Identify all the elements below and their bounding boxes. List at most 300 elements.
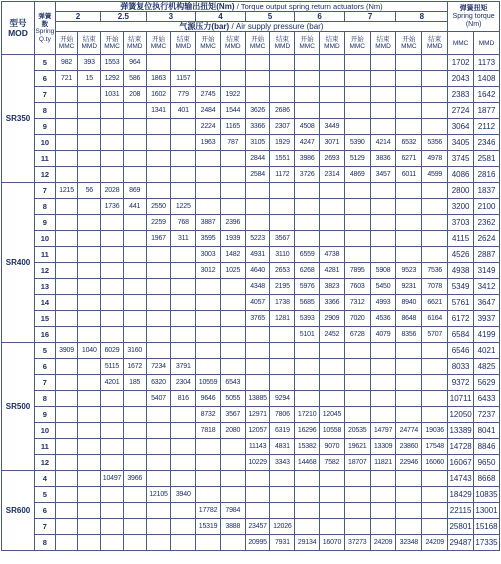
torque-value-cell <box>55 215 78 231</box>
torque-value-cell <box>78 471 101 487</box>
torque-value-cell <box>344 407 370 423</box>
torque-value-cell: 1225 <box>171 199 196 215</box>
torque-value-cell: 964 <box>123 55 146 71</box>
spring-torque-cell: 2112 <box>474 119 500 135</box>
torque-value-cell <box>344 247 370 263</box>
torque-value-cell <box>370 55 396 71</box>
torque-value-cell: 787 <box>220 135 245 151</box>
spring-torque-cell: 6172 <box>448 311 474 327</box>
start-header-cn: 开始 <box>251 36 265 43</box>
torque-value-cell: 7984 <box>220 503 245 519</box>
end-header-cn: 结束 <box>82 36 96 43</box>
torque-value-cell <box>295 359 320 375</box>
torque-value-cell: 1544 <box>220 103 245 119</box>
torque-value-cell: 1553 <box>101 55 124 71</box>
torque-value-cell <box>396 119 422 135</box>
torque-value-cell <box>171 471 196 487</box>
end-header-cn: 结束 <box>128 36 142 43</box>
torque-value-cell <box>196 487 221 503</box>
torque-value-cell <box>55 263 78 279</box>
torque-value-cell <box>146 407 171 423</box>
torque-value-cell: 4599 <box>422 167 448 183</box>
spring-qty-cell: 5 <box>35 487 56 503</box>
end-header-cn: 结束 <box>376 36 390 43</box>
torque-value-cell <box>370 471 396 487</box>
spring-qty-cell: 11 <box>35 151 56 167</box>
end-header-cn: 结束 <box>428 36 442 43</box>
torque-value-cell <box>146 311 171 327</box>
torque-value-cell: 3567 <box>270 231 295 247</box>
spring-torque-cell: 10835 <box>474 487 500 503</box>
torque-value-cell: 6728 <box>344 327 370 343</box>
spring-qty-cell: 7 <box>35 375 56 391</box>
torque-value-cell: 5976 <box>295 279 320 295</box>
torque-value-cell: 1031 <box>101 87 124 103</box>
torque-value-cell <box>196 295 221 311</box>
torque-value-cell: 5685 <box>295 295 320 311</box>
torque-value-cell <box>396 247 422 263</box>
torque-value-cell: 393 <box>78 55 101 71</box>
torque-value-cell: 7582 <box>320 455 345 471</box>
torque-value-cell <box>422 391 448 407</box>
spring-torque-cell: 18429 <box>448 487 474 503</box>
torque-value-cell <box>320 183 345 199</box>
torque-value-cell <box>196 359 221 375</box>
torque-value-cell: 20535 <box>344 423 370 439</box>
table-row <box>2 199 500 215</box>
spring-qty-cell: 14 <box>35 295 56 311</box>
torque-value-cell: 3343 <box>270 455 295 471</box>
torque-value-cell <box>171 343 196 359</box>
torque-value-cell <box>101 407 124 423</box>
table-title-cn: 弹簧复位执行机构输出扭矩(Nm) <box>120 2 235 11</box>
torque-value-cell <box>101 215 124 231</box>
torque-value-cell <box>171 183 196 199</box>
spring-torque-header-en: Spring torque (Nm) <box>452 12 495 28</box>
torque-value-cell: 4281 <box>320 263 345 279</box>
torque-value-cell <box>123 535 146 551</box>
torque-value-cell: 2028 <box>101 183 124 199</box>
torque-value-cell <box>295 87 320 103</box>
spring-torque-header <box>448 2 500 32</box>
torque-value-cell: 6268 <box>295 263 320 279</box>
torque-value-cell <box>78 263 101 279</box>
torque-value-cell <box>101 519 124 535</box>
torque-value-cell <box>196 71 221 87</box>
torque-value-cell: 6621 <box>422 295 448 311</box>
torque-value-cell <box>123 247 146 263</box>
torque-value-cell <box>146 247 171 263</box>
torque-value-cell <box>101 167 124 183</box>
torque-value-cell <box>370 407 396 423</box>
table-row <box>2 391 500 407</box>
torque-value-cell: 1863 <box>146 71 171 87</box>
end-column-header <box>422 32 448 55</box>
pressure-header: 2 <box>55 12 100 22</box>
pressure-header: 2.5 <box>101 12 146 22</box>
torque-value-cell <box>344 215 370 231</box>
torque-value-cell <box>123 391 146 407</box>
torque-value-cell <box>344 71 370 87</box>
torque-value-cell <box>146 55 171 71</box>
torque-value-cell <box>295 487 320 503</box>
torque-value-cell <box>123 407 146 423</box>
torque-value-cell <box>220 471 245 487</box>
torque-value-cell <box>196 167 221 183</box>
pressure-header: 7 <box>344 12 396 22</box>
spring-torque-cell: 13389 <box>448 423 474 439</box>
torque-value-cell <box>370 391 396 407</box>
spring-torque-cell: 2624 <box>474 231 500 247</box>
torque-value-cell: 12045 <box>320 407 345 423</box>
spring-torque-cell: 6584 <box>448 327 474 343</box>
torque-value-cell <box>422 215 448 231</box>
torque-value-cell <box>370 487 396 503</box>
torque-value-cell: 4247 <box>295 135 320 151</box>
torque-value-cell: 2396 <box>220 215 245 231</box>
end-header-en: MMD <box>225 43 241 50</box>
spring-torque-cell: 29487 <box>448 535 474 551</box>
torque-value-cell <box>171 55 196 71</box>
torque-value-cell: 10558 <box>320 423 345 439</box>
torque-value-cell <box>123 103 146 119</box>
torque-value-cell: 869 <box>123 183 146 199</box>
torque-value-cell <box>370 247 396 263</box>
torque-value-cell <box>123 327 146 343</box>
torque-value-cell <box>344 119 370 135</box>
torque-value-cell <box>422 375 448 391</box>
end-column-header <box>220 32 245 55</box>
torque-value-cell: 1602 <box>146 87 171 103</box>
torque-value-cell <box>320 231 345 247</box>
torque-value-cell <box>370 343 396 359</box>
torque-value-cell <box>320 87 345 103</box>
torque-value-cell <box>171 119 196 135</box>
torque-value-cell <box>396 199 422 215</box>
torque-value-cell <box>220 279 245 295</box>
torque-value-cell <box>422 359 448 375</box>
spring-qty-cell: 5 <box>35 343 56 359</box>
torque-value-cell <box>123 503 146 519</box>
spring-torque-cell: 2100 <box>474 199 500 215</box>
torque-value-cell <box>146 327 171 343</box>
torque-value-cell <box>396 343 422 359</box>
torque-value-cell: 401 <box>171 103 196 119</box>
spring-torque-cell: 9372 <box>448 375 474 391</box>
torque-value-cell <box>320 471 345 487</box>
torque-value-cell: 586 <box>123 71 146 87</box>
pressure-header: 6 <box>295 12 345 22</box>
torque-value-cell <box>55 487 78 503</box>
torque-value-cell <box>55 103 78 119</box>
torque-value-cell: 15319 <box>196 519 221 535</box>
spring-torque-cell: 3405 <box>448 135 474 151</box>
torque-value-cell: 3595 <box>196 231 221 247</box>
torque-value-cell <box>146 151 171 167</box>
torque-value-cell: 13309 <box>370 439 396 455</box>
torque-value-cell <box>422 103 448 119</box>
start-header-cn: 开始 <box>105 36 119 43</box>
torque-value-cell: 2484 <box>196 103 221 119</box>
torque-value-cell: 7895 <box>344 263 370 279</box>
spring-torque-cell: 3745 <box>448 151 474 167</box>
torque-value-cell: 7603 <box>344 279 370 295</box>
torque-value-cell: 4831 <box>270 439 295 455</box>
torque-value-cell <box>422 71 448 87</box>
start-column-header <box>146 32 171 55</box>
torque-value-cell <box>370 375 396 391</box>
torque-value-cell: 721 <box>55 71 78 87</box>
torque-value-cell <box>196 55 221 71</box>
torque-value-cell <box>123 487 146 503</box>
torque-value-cell <box>320 55 345 71</box>
torque-value-cell <box>101 439 124 455</box>
torque-value-cell: 3791 <box>171 359 196 375</box>
torque-value-cell <box>370 87 396 103</box>
pressure-row <box>2 12 500 22</box>
torque-value-cell: 1939 <box>220 231 245 247</box>
spring-torque-cell: 1408 <box>474 71 500 87</box>
torque-value-cell <box>55 311 78 327</box>
spring-qty-cell: 8 <box>35 391 56 407</box>
table-row <box>2 295 500 311</box>
torque-value-cell <box>55 151 78 167</box>
spring-torque-cell: 2887 <box>474 247 500 263</box>
torque-value-cell: 1736 <box>101 199 124 215</box>
torque-value-cell <box>171 535 196 551</box>
torque-value-cell <box>344 487 370 503</box>
torque-value-cell <box>55 199 78 215</box>
torque-value-cell <box>422 487 448 503</box>
torque-value-cell: 5707 <box>422 327 448 343</box>
spring-torque-cell: 3647 <box>474 295 500 311</box>
torque-value-cell <box>295 503 320 519</box>
spring-qty-cell: 12 <box>35 263 56 279</box>
spring-qty-cell: 10 <box>35 135 56 151</box>
torque-value-cell: 2304 <box>171 375 196 391</box>
torque-value-cell <box>220 167 245 183</box>
torque-value-cell <box>396 183 422 199</box>
torque-value-cell: 11143 <box>245 439 270 455</box>
table-row <box>2 359 500 375</box>
torque-value-cell: 23457 <box>245 519 270 535</box>
torque-value-cell: 7536 <box>422 263 448 279</box>
table-row <box>2 487 500 503</box>
torque-value-cell <box>101 423 124 439</box>
torque-value-cell: 3449 <box>320 119 345 135</box>
torque-value-cell: 16070 <box>320 535 345 551</box>
spring-torque-cell: 2346 <box>474 135 500 151</box>
table-row <box>2 503 500 519</box>
torque-value-cell <box>370 199 396 215</box>
torque-value-cell <box>78 327 101 343</box>
torque-value-cell <box>220 327 245 343</box>
torque-value-cell <box>78 359 101 375</box>
torque-value-cell <box>171 247 196 263</box>
torque-value-cell: 2550 <box>146 199 171 215</box>
torque-value-cell: 5393 <box>295 311 320 327</box>
torque-value-cell: 1967 <box>146 231 171 247</box>
table-body <box>2 55 500 551</box>
spring-qty-cell: 7 <box>35 183 56 199</box>
spring-torque-cell: 13001 <box>474 503 500 519</box>
torque-value-cell <box>78 407 101 423</box>
spring-torque-cell: 5761 <box>448 295 474 311</box>
torque-value-cell: 24774 <box>396 423 422 439</box>
torque-value-cell <box>101 535 124 551</box>
spring-torque-cell: 12050 <box>448 407 474 423</box>
torque-value-cell <box>101 391 124 407</box>
torque-value-cell <box>101 295 124 311</box>
torque-value-cell: 6319 <box>270 423 295 439</box>
table-row <box>2 455 500 471</box>
torque-value-cell <box>422 343 448 359</box>
torque-value-cell <box>171 423 196 439</box>
spring-torque-cell: 25801 <box>448 519 474 535</box>
torque-value-cell <box>320 215 345 231</box>
spring-qty-cell: 8 <box>35 535 56 551</box>
torque-value-cell <box>344 471 370 487</box>
torque-value-cell: 9646 <box>196 391 221 407</box>
torque-value-cell <box>422 407 448 423</box>
start-header-en: MMC <box>58 43 75 50</box>
table-title <box>55 2 447 12</box>
torque-value-cell: 56 <box>78 183 101 199</box>
spring-torque-cell: 1173 <box>474 55 500 71</box>
start-column-header <box>245 32 270 55</box>
torque-value-cell: 3909 <box>55 343 78 359</box>
torque-value-cell <box>78 119 101 135</box>
torque-value-cell <box>196 199 221 215</box>
spring-qty-header <box>35 2 56 55</box>
torque-value-cell <box>101 135 124 151</box>
torque-value-cell <box>101 455 124 471</box>
torque-value-cell <box>295 183 320 199</box>
torque-value-cell <box>55 471 78 487</box>
torque-value-cell <box>245 215 270 231</box>
torque-value-cell <box>396 391 422 407</box>
torque-value-cell <box>78 247 101 263</box>
torque-value-cell <box>171 311 196 327</box>
torque-value-cell: 5101 <box>295 327 320 343</box>
torque-value-cell <box>171 455 196 471</box>
torque-value-cell <box>196 535 221 551</box>
torque-value-cell: 7806 <box>270 407 295 423</box>
torque-value-cell: 12026 <box>270 519 295 535</box>
torque-value-cell: 1157 <box>171 71 196 87</box>
torque-value-cell: 2195 <box>270 279 295 295</box>
torque-value-cell <box>270 471 295 487</box>
table-row <box>2 151 500 167</box>
torque-value-cell <box>220 183 245 199</box>
torque-value-cell: 4869 <box>344 167 370 183</box>
torque-value-cell: 19036 <box>422 423 448 439</box>
torque-value-cell: 8732 <box>196 407 221 423</box>
torque-value-cell: 9523 <box>396 263 422 279</box>
torque-value-cell <box>270 487 295 503</box>
torque-value-cell: 17210 <box>295 407 320 423</box>
torque-value-cell <box>396 231 422 247</box>
spring-torque-cell: 4115 <box>448 231 474 247</box>
torque-value-cell <box>344 375 370 391</box>
torque-value-cell <box>55 359 78 375</box>
torque-value-cell: 4079 <box>370 327 396 343</box>
torque-value-cell: 1281 <box>270 311 295 327</box>
torque-value-cell <box>220 151 245 167</box>
torque-value-cell: 3012 <box>196 263 221 279</box>
torque-value-cell: 16060 <box>422 455 448 471</box>
torque-value-cell <box>171 263 196 279</box>
torque-value-cell <box>123 151 146 167</box>
torque-value-cell <box>78 199 101 215</box>
torque-value-cell <box>55 295 78 311</box>
torque-value-cell <box>320 391 345 407</box>
torque-value-cell: 1672 <box>123 359 146 375</box>
torque-value-cell <box>78 503 101 519</box>
end-column-header <box>320 32 345 55</box>
table-row <box>2 423 500 439</box>
torque-value-cell <box>422 183 448 199</box>
torque-value-cell <box>55 423 78 439</box>
torque-value-cell: 12105 <box>146 487 171 503</box>
torque-value-cell: 37273 <box>344 535 370 551</box>
torque-value-cell <box>245 87 270 103</box>
torque-value-cell <box>270 55 295 71</box>
spring-torque-cell: 14728 <box>448 439 474 455</box>
torque-value-cell: 3966 <box>123 471 146 487</box>
spring-torque-cell: 5349 <box>448 279 474 295</box>
spring-torque-cell: 4199 <box>474 327 500 343</box>
torque-value-cell: 10229 <box>245 455 270 471</box>
torque-value-cell: 14468 <box>295 455 320 471</box>
torque-value-cell <box>78 487 101 503</box>
spring-torque-cell: 1837 <box>474 183 500 199</box>
torque-value-cell <box>196 183 221 199</box>
torque-value-cell: 2080 <box>220 423 245 439</box>
torque-value-cell: 3940 <box>171 487 196 503</box>
model-cell: SR600 <box>2 471 35 551</box>
spring-qty-cell: 6 <box>35 71 56 87</box>
spring-torque-subheader: MMD <box>474 32 500 55</box>
end-header-cn: 结束 <box>325 36 339 43</box>
torque-value-cell: 5390 <box>344 135 370 151</box>
torque-value-cell: 779 <box>171 87 196 103</box>
start-header-cn: 开始 <box>60 36 74 43</box>
table-row <box>2 231 500 247</box>
torque-value-cell <box>101 103 124 119</box>
torque-value-cell <box>55 135 78 151</box>
torque-value-cell: 3765 <box>245 311 270 327</box>
torque-value-cell <box>320 71 345 87</box>
start-column-header <box>55 32 78 55</box>
start-header-en: MMC <box>349 43 365 50</box>
spring-torque-cell: 2800 <box>448 183 474 199</box>
torque-value-cell: 185 <box>123 375 146 391</box>
torque-value-cell <box>101 119 124 135</box>
table-row <box>2 167 500 183</box>
torque-value-cell <box>146 279 171 295</box>
torque-value-cell <box>78 311 101 327</box>
model-column-header <box>2 2 35 55</box>
table-row <box>2 247 500 263</box>
torque-value-cell: 5115 <box>101 359 124 375</box>
torque-value-cell <box>146 503 171 519</box>
torque-value-cell: 3888 <box>220 519 245 535</box>
end-header-en: MMD <box>324 43 340 50</box>
torque-value-cell: 1929 <box>270 135 295 151</box>
torque-value-cell: 3823 <box>320 279 345 295</box>
torque-value-cell <box>220 439 245 455</box>
